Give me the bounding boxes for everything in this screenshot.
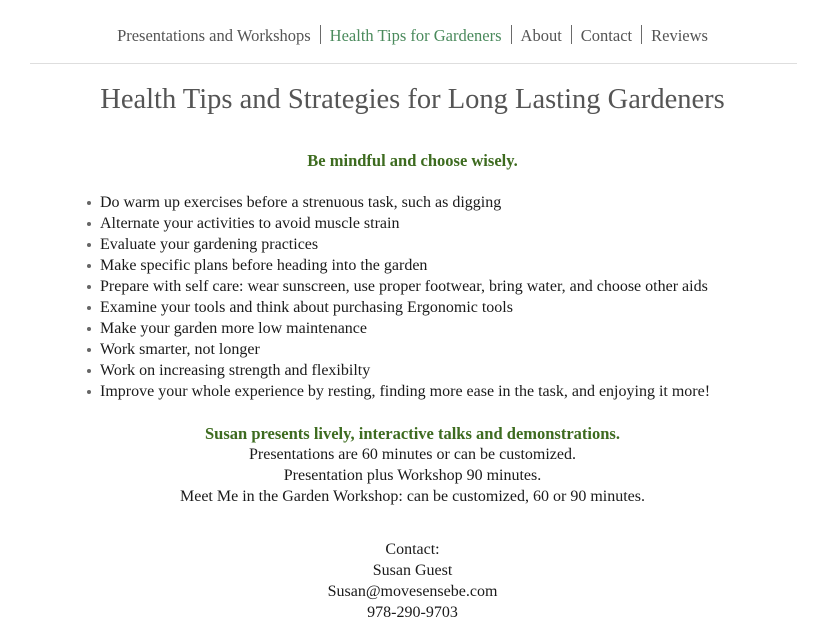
nav-health-tips[interactable]: Health Tips for Gardeners: [329, 26, 502, 45]
nav-separator: [571, 25, 572, 44]
list-item: Work on increasing strength and flexibilty: [100, 360, 710, 381]
list-item: Evaluate your gardening practices: [100, 234, 710, 255]
contact-label: Contact:: [385, 541, 440, 558]
nav-reviews[interactable]: Reviews: [651, 26, 708, 45]
presentation-detail: Presentations are 60 minutes or can be customized.: [248, 446, 576, 463]
contact-phone[interactable]: 978-290-9703: [367, 604, 458, 621]
nav-separator: [320, 25, 321, 44]
list-item: Improve your whole experience by resting, finding more ease in the task, and enjoying it more!: [100, 383, 711, 400]
page-title: Health Tips and Strategies for Long Lasting Gardeners: [100, 84, 725, 115]
list-item: Make your garden more low maintenance: [100, 318, 710, 339]
contact-name: Susan Guest: [372, 562, 453, 579]
nav-contact[interactable]: Contact: [580, 26, 633, 45]
contact-email[interactable]: Susan@movesensebe.com: [327, 583, 498, 600]
contact-block: [0, 539, 825, 623]
list-item: Work smarter, not longer: [100, 339, 710, 360]
list-item: Prepare with self care: wear sunscreen, use proper footwear, bring water, and choose other aids: [100, 276, 710, 297]
nav-separator: [641, 25, 642, 44]
list-item: Alternate your activities to avoid muscle strain: [100, 213, 710, 234]
header-divider: [30, 63, 797, 64]
tips-list: [100, 192, 710, 402]
presentation-detail: Meet Me in the Garden Workshop: can be customized, 60 or 90 minutes.: [180, 488, 645, 505]
list-item: Make specific plans before heading into the garden: [100, 255, 710, 276]
nav-presentations-workshops[interactable]: Presentations and Workshops: [117, 26, 311, 45]
presentations-details: [0, 444, 825, 507]
main-nav: [0, 24, 825, 48]
list-item: Examine your tools and think about purchasing Ergonomic tools: [100, 297, 710, 318]
nav-about[interactable]: About: [520, 26, 562, 45]
list-item: Do warm up exercises before a strenuous task, such as digging: [100, 192, 710, 213]
nav-separator: [511, 25, 512, 44]
presentations-heading: Susan presents lively, interactive talks and demonstrations.: [205, 424, 620, 443]
presentation-detail: Presentation plus Workshop 90 minutes.: [283, 467, 542, 484]
subheading: Be mindful and choose wisely.: [307, 151, 518, 170]
